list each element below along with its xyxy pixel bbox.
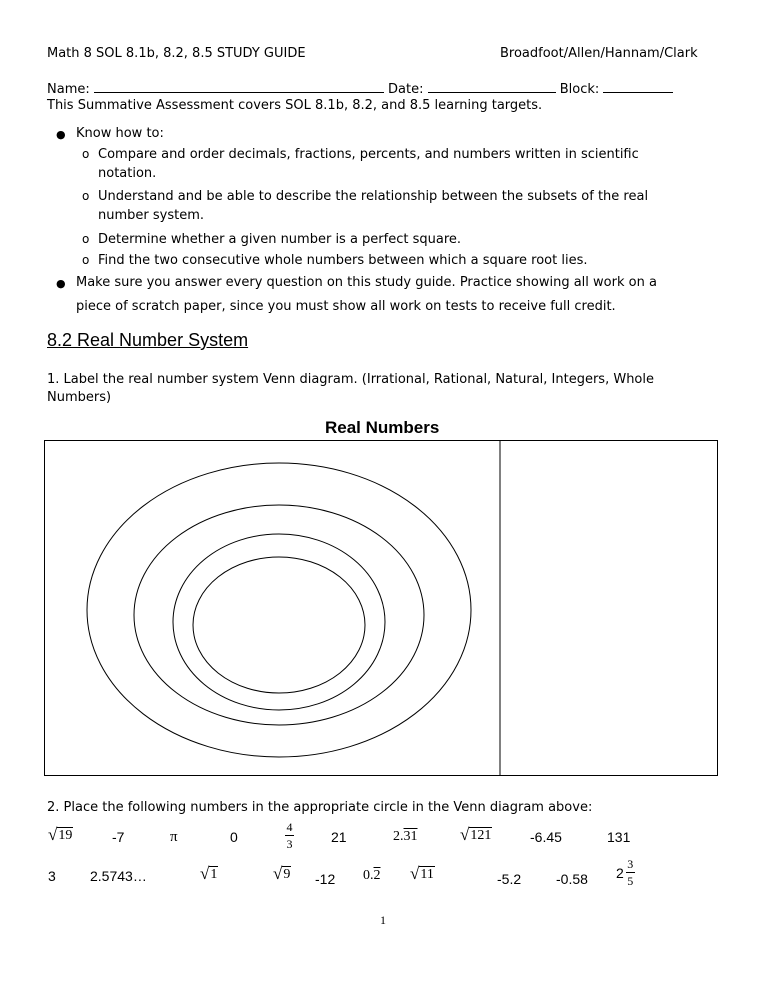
header-left: Math 8 SOL 8.1b, 8.2, 8.5 STUDY GUIDE	[47, 46, 306, 61]
coverage-text: This Summative Assessment covers SOL 8.1b, 8.2, and 8.5 learning targets.	[47, 98, 543, 113]
name-label: Name:	[47, 82, 90, 97]
repeating-decimal-0-2: 0.2	[363, 868, 381, 883]
know-how-text: Know how to:	[76, 126, 164, 141]
section-title: 8.2 Real Number System	[47, 330, 249, 350]
number-neg0-58: -0.58	[556, 871, 588, 887]
page-number: 1	[380, 913, 386, 927]
question-1-line-2: Numbers)	[47, 390, 112, 405]
make-sure-text-2: piece of scratch paper, since you must show all work on tests to receive full credit.	[76, 299, 616, 314]
sqrt-1: √ 1	[200, 864, 218, 883]
number-neg7: -7	[112, 829, 125, 845]
sub-bullet-4: Find the two consecutive whole numbers between which a square root lies.	[98, 253, 588, 268]
venn-circle-second	[134, 505, 424, 725]
number-131: 131	[607, 829, 631, 845]
venn-circle-inner	[193, 557, 365, 693]
radical-icon: √	[460, 825, 470, 844]
venn-circle-outer	[87, 463, 471, 757]
venn-title: Real Numbers	[325, 418, 440, 437]
make-sure-text-1: Make sure you answer every question on this study guide. Practice showing all work on a	[76, 275, 657, 290]
question-1-line-1: 1. Label the real number system Venn diagram. (Irrational, Rational, Natural, Integers, Whole	[47, 372, 654, 387]
bullet-dot-icon: ●	[56, 128, 66, 141]
sub-bullet-3: Determine whether a given number is a perfect square.	[98, 232, 462, 247]
question-2: 2. Place the following numbers in the appropriate circle in the Venn diagram above:	[47, 800, 593, 815]
sqrt-121: √ 121	[460, 825, 492, 844]
bullet-dot-icon: ●	[56, 277, 66, 290]
radical-icon: √	[200, 864, 210, 883]
fraction-4-3: 4 3	[286, 820, 293, 851]
mixed-number-2-3-5: 2 $\frac{3}{5}$	[616, 857, 634, 888]
number-pi: π	[170, 829, 178, 845]
number-neg5-2: -5.2	[497, 871, 522, 887]
block-label: Block:	[559, 82, 600, 97]
number-zero: 0	[230, 829, 238, 845]
radical-icon: √	[410, 864, 420, 883]
venn-outer-rectangle	[45, 441, 718, 776]
number-neg12: -12	[315, 871, 336, 887]
venn-diagram	[44, 440, 718, 776]
number-neg6-45: -6.45	[530, 829, 562, 845]
circle-bullet-icon: o	[82, 232, 90, 246]
sub-bullet-2: Understand and be able to describe the relationship between the subsets of the real	[98, 189, 649, 204]
radical-icon: √	[48, 825, 58, 844]
sqrt-19: √ 19	[48, 825, 73, 844]
name-field[interactable]	[94, 80, 384, 93]
header-right: Broadfoot/Allen/Hannam/Clark	[500, 46, 698, 61]
sub-bullet-2-cont: number system.	[98, 208, 204, 223]
date-label: Date:	[388, 82, 424, 97]
sub-bullet-1-cont: notation.	[98, 166, 157, 181]
repeating-decimal-2-31: 2.31	[393, 829, 418, 844]
radical-icon: √	[273, 864, 283, 883]
info-line	[47, 80, 673, 97]
circle-bullet-icon: o	[82, 253, 90, 267]
block-field[interactable]	[603, 80, 673, 93]
circle-bullet-icon: o	[82, 189, 90, 203]
number-3: 3	[48, 868, 56, 884]
circle-bullet-icon: o	[82, 147, 90, 161]
sqrt-11: √ 11	[410, 864, 434, 883]
number-21: 21	[331, 829, 347, 845]
number-2-5743: 2.5743…	[90, 868, 147, 884]
sqrt-9: √ 9	[273, 864, 291, 883]
sub-bullet-1: Compare and order decimals, fractions, percents, and numbers written in scientific	[98, 147, 639, 162]
date-field[interactable]	[428, 80, 556, 93]
venn-circle-third	[173, 534, 385, 710]
